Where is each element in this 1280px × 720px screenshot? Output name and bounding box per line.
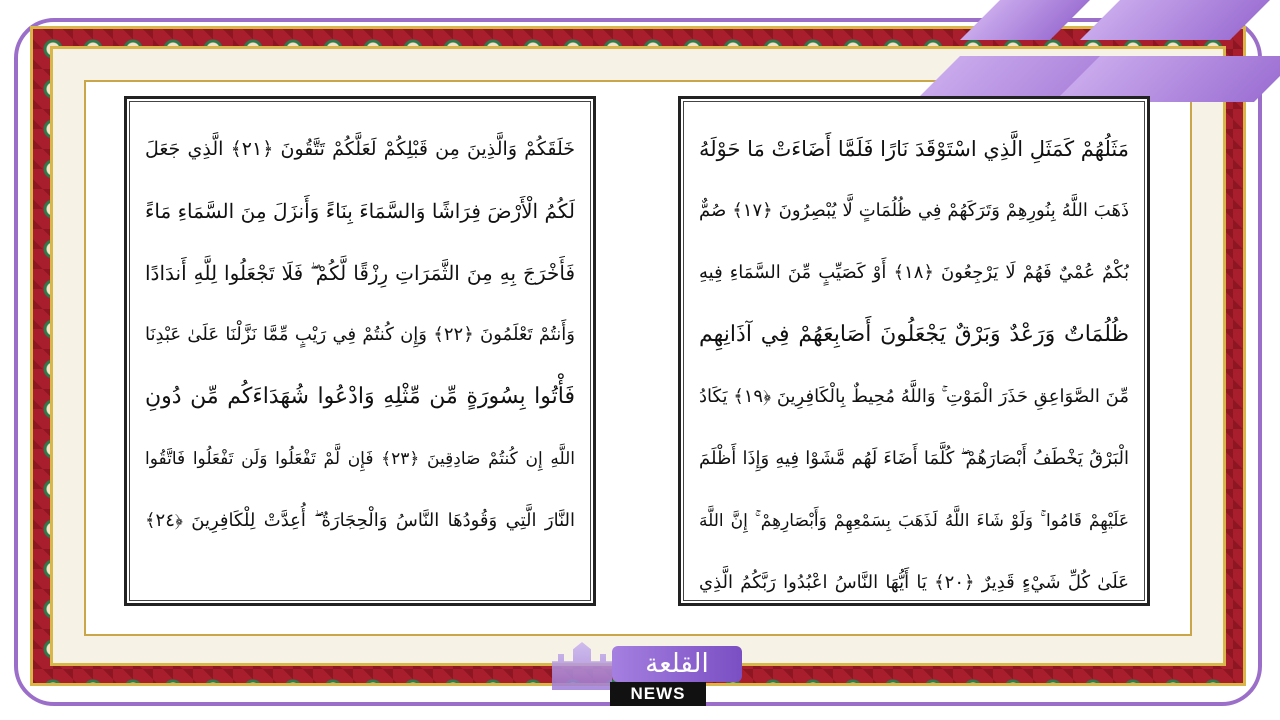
verse-line: فَأَخْرَجَ بِهِ مِنَ الثَّمَرَاتِ رِزْقًا لَّكُمْ ۖ فَلَا تَجْعَلُوا لِلَّهِ أَندَادًا (145, 261, 575, 285)
verse-line: عَلَيْهِمْ قَامُوا ۚ وَلَوْ شَاءَ اللَّهُ لَذَهَبَ بِسَمْعِهِمْ وَأَبْصَارِهِمْ ۚ إِنَّ اللَّهَ (699, 511, 1129, 531)
verse-line: النَّارَ الَّتِي وَقُودُهَا النَّاسُ وَالْحِجَارَةُ ۖ أُعِدَّتْ لِلْكَافِرِينَ ﴿٢٤﴾ (145, 510, 575, 531)
verse-line: ذَهَبَ اللَّهُ بِنُورِهِمْ وَتَرَكَهُمْ فِي ظُلُمَاتٍ لَّا يُبْصِرُونَ ﴿١٧﴾ صُمٌّ (699, 200, 1129, 221)
castle-icon (552, 642, 612, 690)
verse-line: فَأْتُوا بِسُورَةٍ مِّن مِّثْلِهِ وَادْعُوا شُهَدَاءَكُم مِّن دُونِ (145, 384, 575, 409)
quran-page-right (678, 96, 1150, 606)
verse-line: مِّنَ الصَّوَاعِقِ حَذَرَ الْمَوْتِ ۚ وَاللَّهُ مُحِيطٌ بِالْكَافِرِينَ ﴿١٩﴾ يَكَادُ (699, 386, 1129, 407)
logo-news-label: NEWS (610, 682, 706, 706)
verse-line: بُكْمٌ عُمْيٌ فَهُمْ لَا يَرْجِعُونَ ﴿١٨﴾ أَوْ كَصَيِّبٍ مِّنَ السَّمَاءِ فِيهِ (699, 262, 1129, 283)
verse-line: خَلَقَكُمْ وَالَّذِينَ مِن قَبْلِكُمْ لَعَلَّكُمْ تَتَّقُونَ ﴿٢١﴾ الَّذِي جَعَلَ (145, 138, 575, 160)
verse-line: مَثَلُهُمْ كَمَثَلِ الَّذِي اسْتَوْقَدَ نَارًا فَلَمَّا أَضَاءَتْ مَا حَوْلَهُ (699, 137, 1129, 161)
verse-line: ظُلُمَاتٌ وَرَعْدٌ وَبَرْقٌ يَجْعَلُونَ أَصَابِعَهُمْ فِي آذَانِهِم (699, 322, 1129, 347)
verse-line: اللَّهِ إِن كُنتُمْ صَادِقِينَ ﴿٢٣﴾ فَإِن لَّمْ تَفْعَلُوا وَلَن تَفْعَلُوا فَاتَّقُوا (145, 449, 575, 469)
site-logo (552, 636, 752, 710)
verse-line: عَلَىٰ كُلِّ شَيْءٍ قَدِيرٌ ﴿٢٠﴾ يَا أَيُّهَا النَّاسُ اعْبُدُوا رَبَّكُمُ الَّذِي (699, 572, 1129, 593)
verse-line: وَأَنتُمْ تَعْلَمُونَ ﴿٢٢﴾ وَإِن كُنتُمْ فِي رَيْبٍ مِّمَّا نَزَّلْنَا عَلَىٰ عَبْدِنَا (145, 324, 575, 345)
verse-line: لَكُمُ الْأَرْضَ فِرَاشًا وَالسَّمَاءَ بِنَاءً وَأَنزَلَ مِنَ السَّمَاءِ مَاءً (145, 199, 575, 223)
logo-arabic-name: القلعة (612, 646, 742, 682)
quran-page-left (124, 96, 596, 606)
verse-line: الْبَرْقُ يَخْطَفُ أَبْصَارَهُمْ ۖ كُلَّمَا أَضَاءَ لَهُم مَّشَوْا فِيهِ وَإِذَا أَظْلَمَ (699, 448, 1129, 469)
